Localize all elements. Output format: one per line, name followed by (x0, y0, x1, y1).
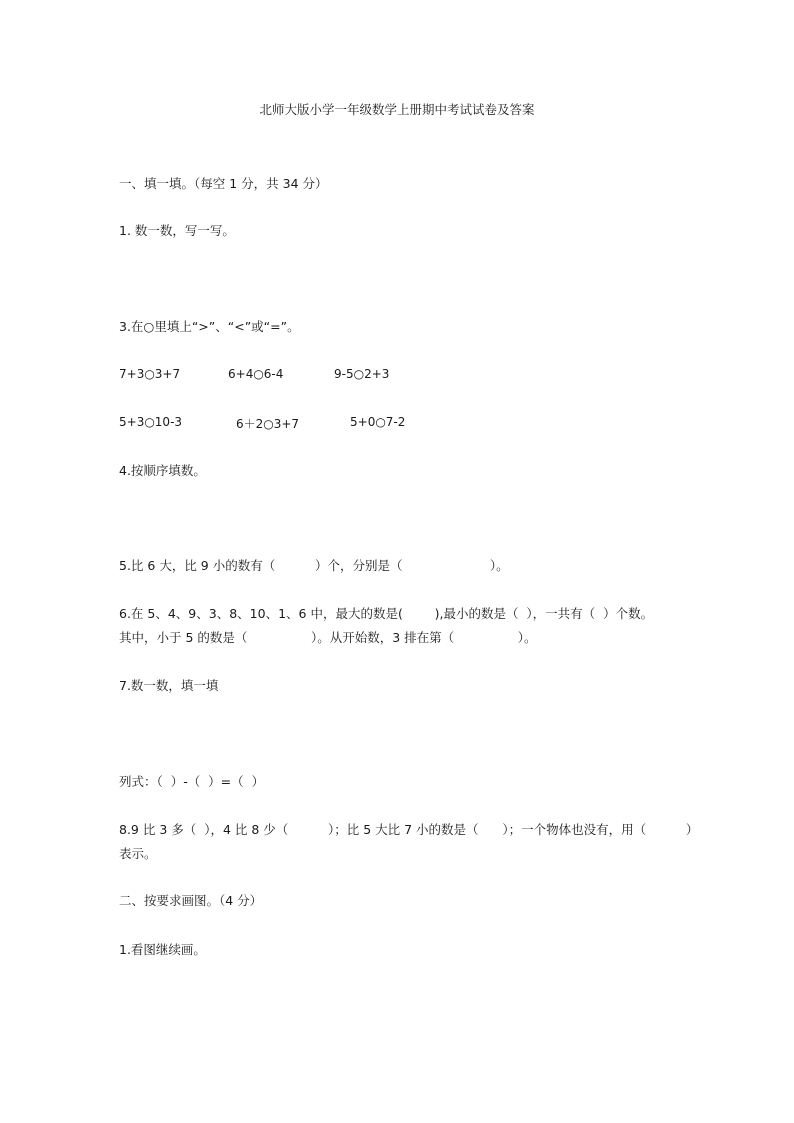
comparison-6: 5+0○7-2 (350, 415, 406, 429)
question-8-line-1: 8.9 比 3 多（ ），4 比 8 少（ ）；比 5 大比 7 小的数是（ ）；一个物体也没有，用（ ） (119, 822, 699, 837)
question-3-prompt: 3.在○里填上“>”、“<”或“=”。 (119, 319, 300, 334)
question-7-formula: 列式：（ ）-（ ）=（ ） (119, 774, 265, 789)
question-4: 4.按顺序填数。 (119, 463, 206, 478)
page-title: 北师大版小学一年级数学上册期中考试试卷及答案 (259, 102, 535, 117)
question-8-line-2: 表示。 (119, 846, 157, 861)
comparison-4: 5+3○10-3 (119, 415, 183, 429)
question-1: 1. 数一数，写一写。 (119, 223, 235, 238)
section-2-question-1: 1.看图继续画。 (119, 942, 206, 957)
comparison-5: 6＋2○3+7 (236, 417, 300, 431)
section-2-heading: 二、按要求画图。（4 分） (119, 893, 263, 908)
question-6-line-1: 6.在 5、4、9、3、8、10、1、6 中，最大的数是( ),最小的数是（ ），一共有（ ）个数。 (119, 606, 654, 621)
question-6-line-2: 其中，小于 5 的数是（ ）。从开始数，3 排在第（ ）。 (119, 630, 537, 645)
comparison-1: 7+3○3+7 (119, 367, 181, 381)
question-5: 5.比 6 大，比 9 小的数有（ ）个，分别是（ ）。 (119, 558, 509, 573)
comparison-2: 6+4○6-4 (228, 367, 284, 381)
section-1-heading: 一、填一填。（每空 1 分，共 34 分） (119, 176, 328, 191)
question-7: 7.数一数，填一填 (119, 678, 219, 693)
comparison-3: 9-5○2+3 (334, 367, 390, 381)
